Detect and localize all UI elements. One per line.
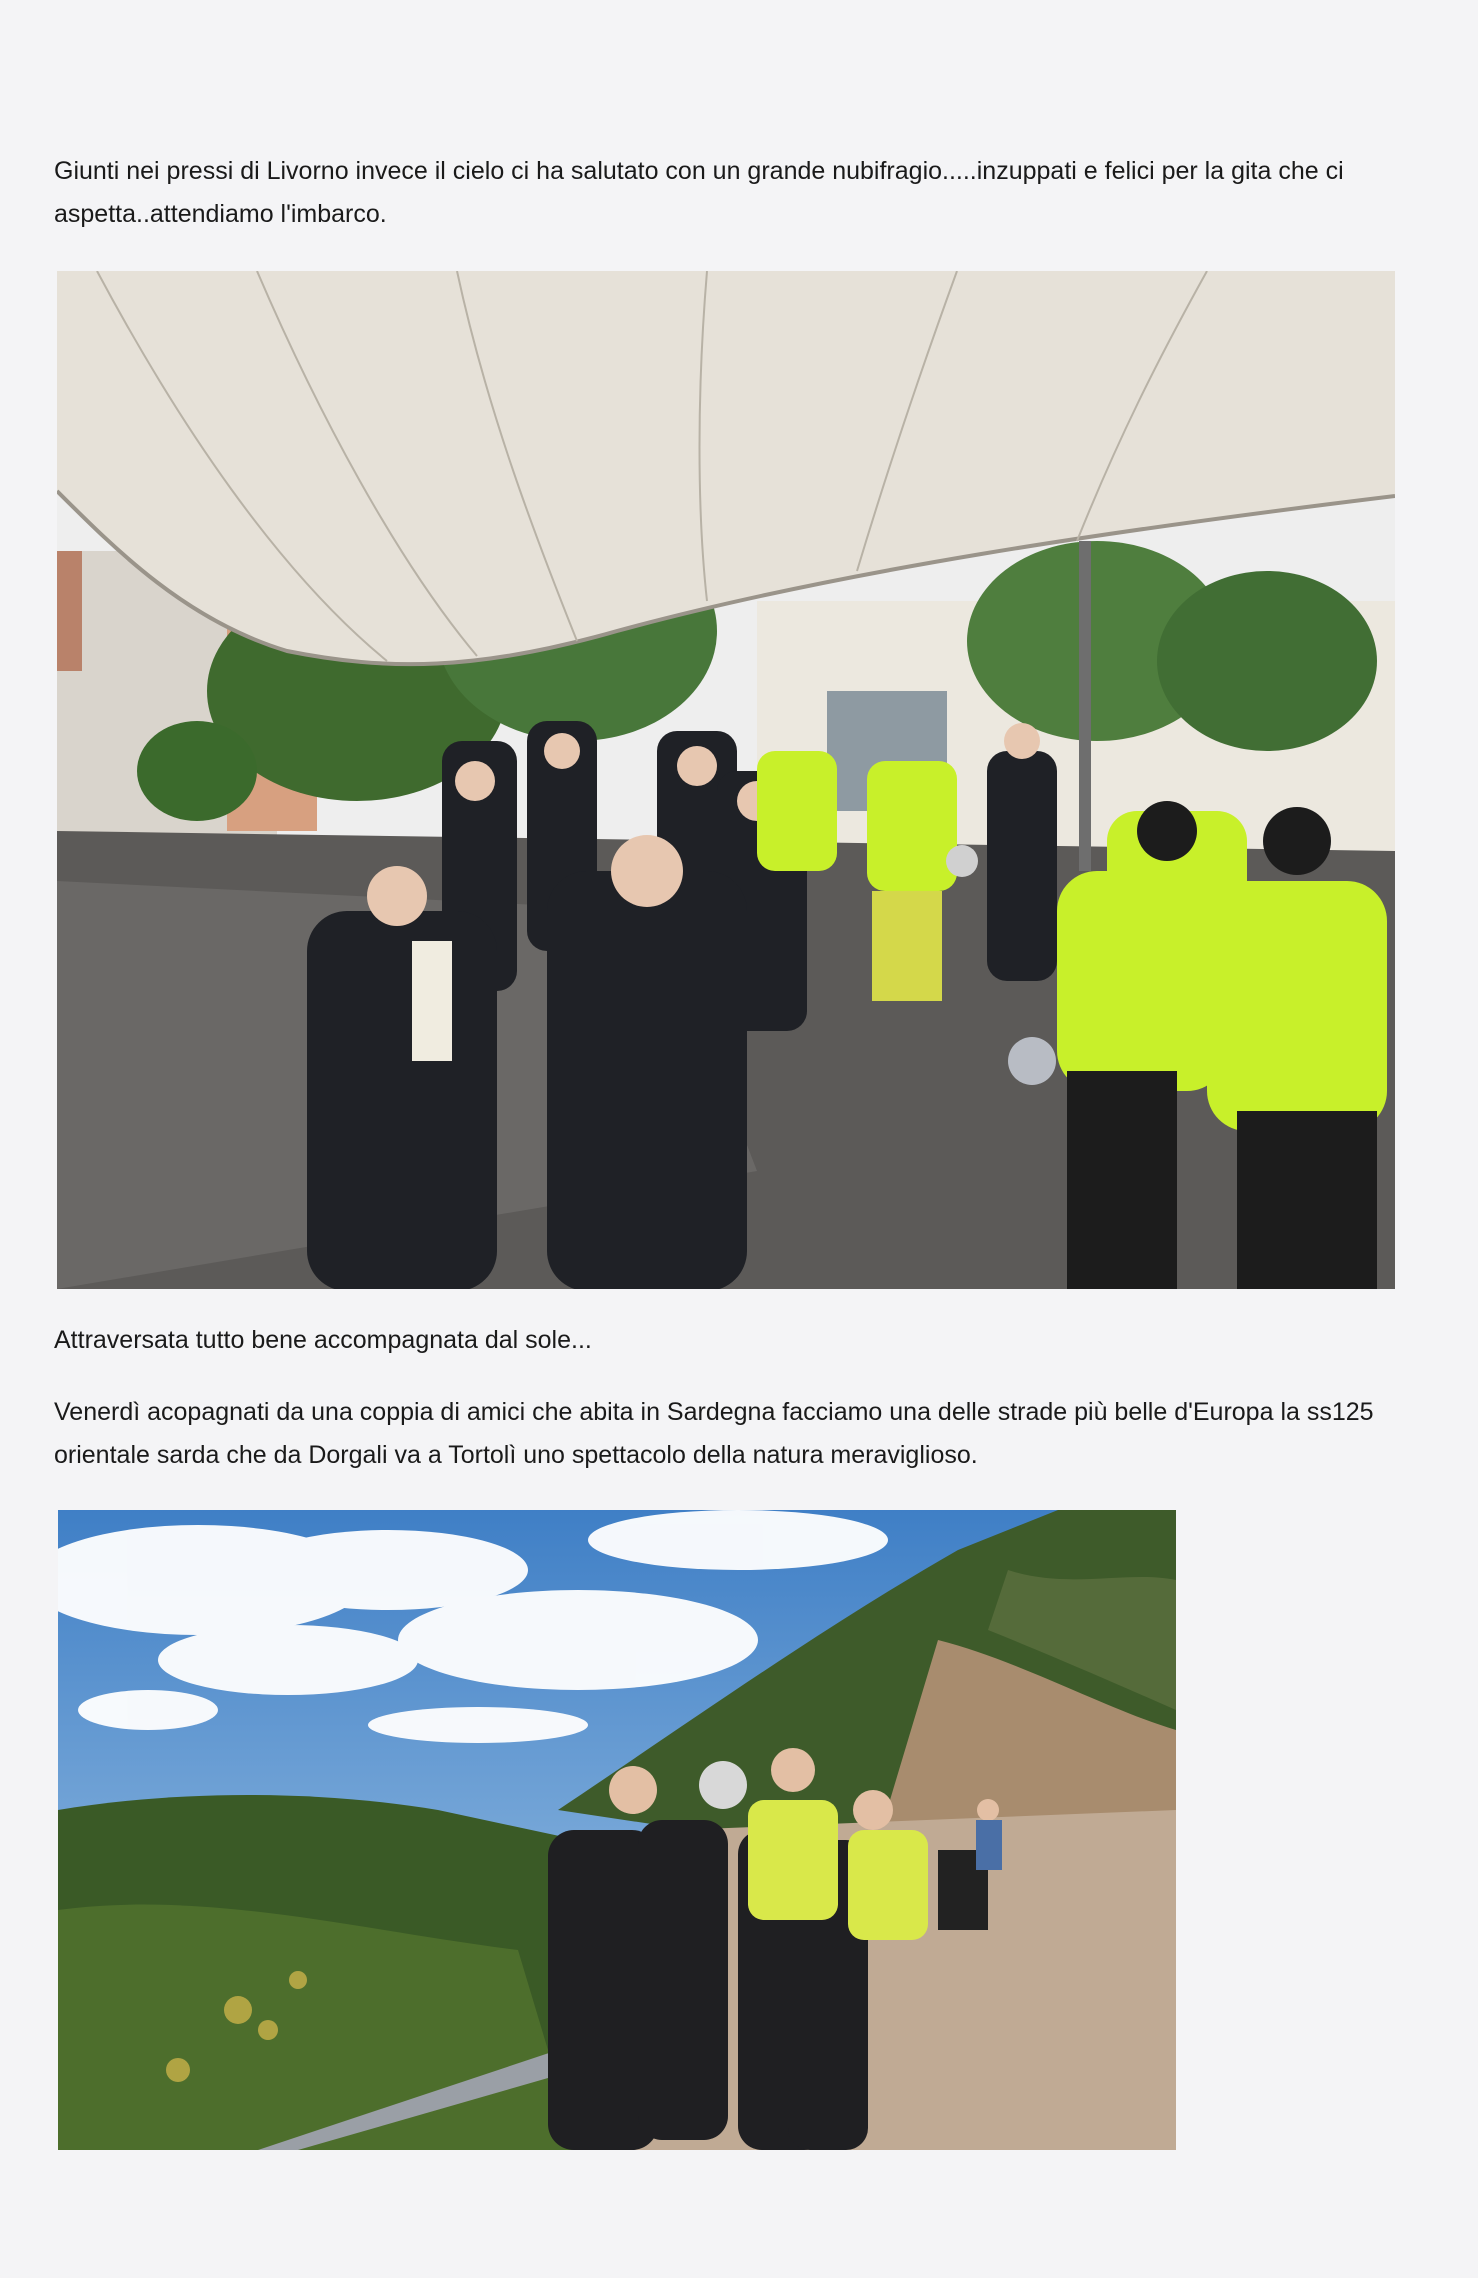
- paragraph-friday-ride: Venerdì acopagnati da una coppia di amici che abita in Sardegna facciamo una delle strade più belle d'Europa la ss125 orientale sarda che da Dorgali va a Tortolì uno spettacolo della natura meraviglioso.: [54, 1398, 1374, 1469]
- photo-sardinia-road: [58, 1510, 1176, 2150]
- paragraph-livorno-arrival: Giunti nei pressi di Livorno invece il cielo ci ha salutato con un grande nubifragio.....inzuppati e felici per la gita che ci aspetta..attendiamo l'imbarco.: [54, 157, 1344, 228]
- paragraph-crossing: Attraversata tutto bene accompagnata dal sole...: [54, 1326, 592, 1354]
- photo-port-canopy: [57, 271, 1395, 1289]
